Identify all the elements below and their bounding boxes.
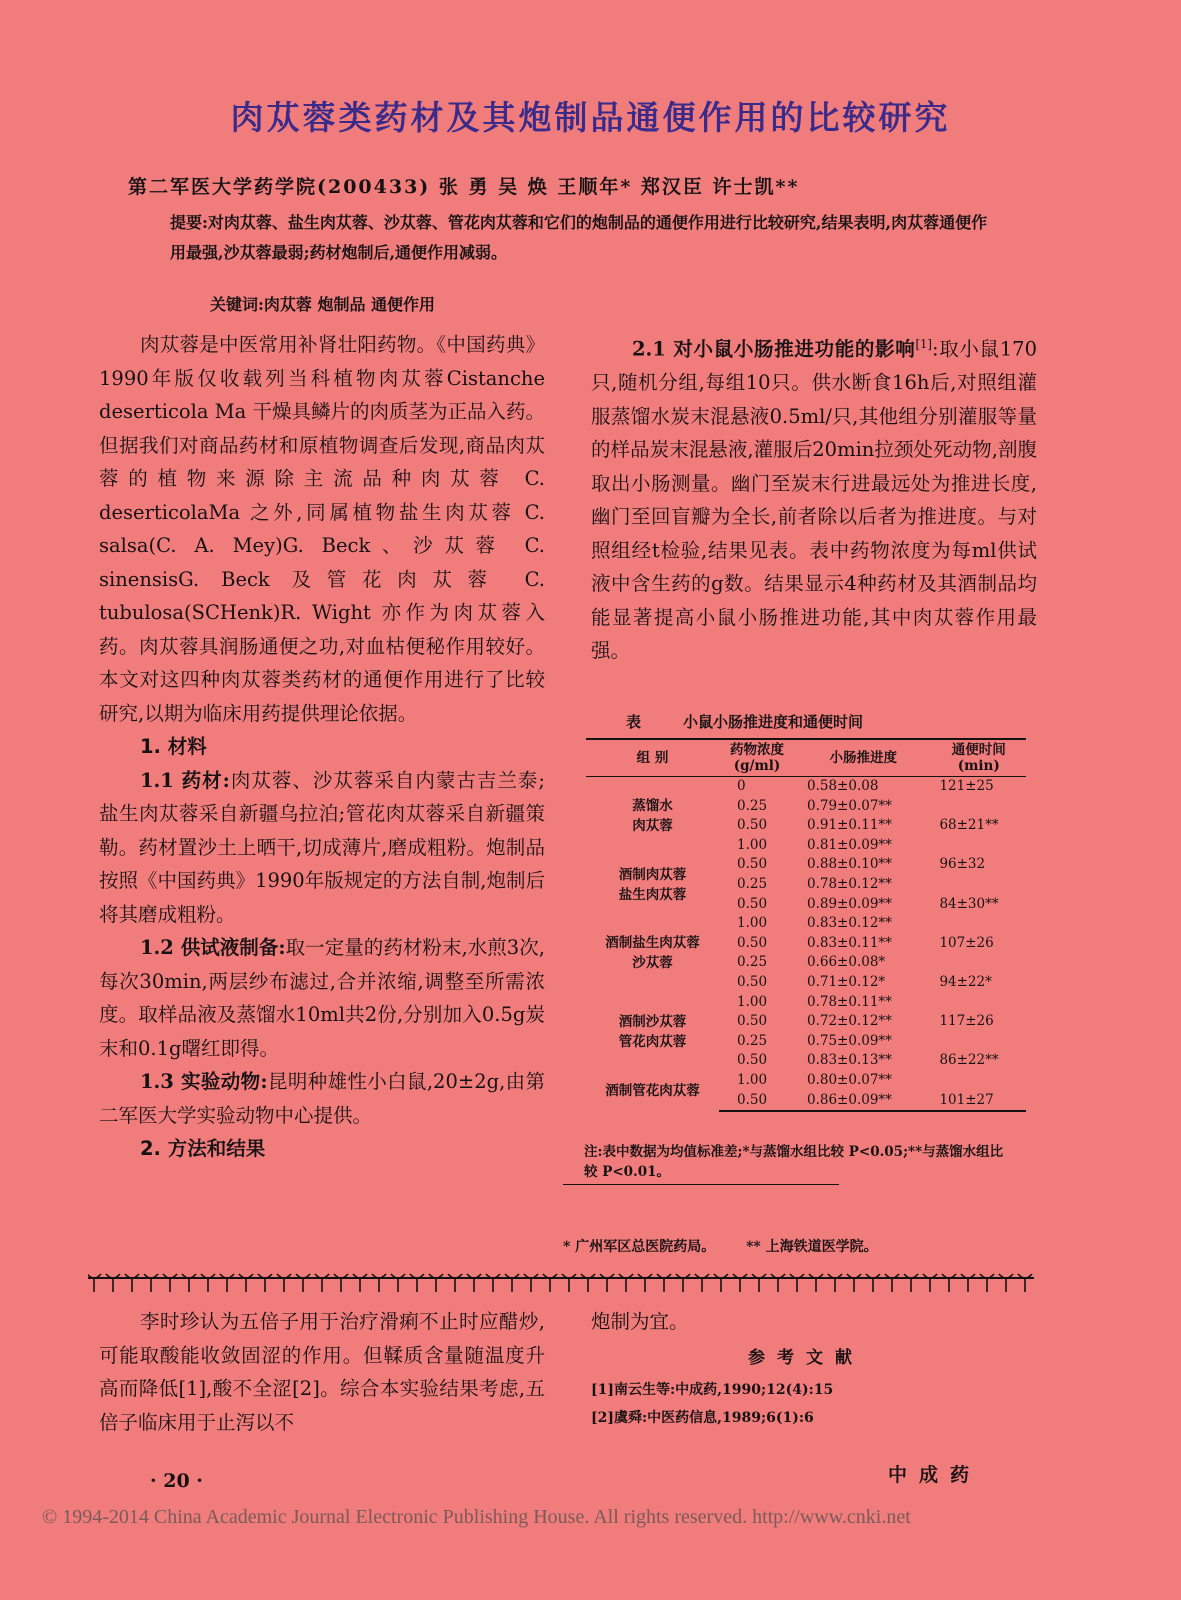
propulsion-cell: 0.83±0.13** bbox=[807, 1052, 892, 1069]
defecation-time-cell bbox=[931, 875, 1026, 895]
defecation-time-cell bbox=[931, 993, 1026, 1013]
defecation-time-cell: 68±21** bbox=[939, 817, 999, 834]
concentration-cell: 0.50 bbox=[737, 934, 768, 951]
section-2-1-text: :取小鼠170只,随机分组,每组10只。供水断食16h后,对照组灌服蒸馏水炭末混悬液0.5ml/只,其他组分别灌服等量的样品炭末混悬液,灌服后20min拉颈处死动物,剖腹取出小肠测量。幽门至炭末行进最远处为推进长度,幽门至回盲瓣为全长,前者除以后者为推进度。与对照组经t检验,结果见表。表中药物浓度为每ml供试液中含生药的g数。结果显示4种药材及其酒制品均能显著提高小鼠小肠推进功能,其中肉苁蓉作用最强。 bbox=[591, 337, 1037, 662]
concentration-cell: 0 bbox=[737, 778, 746, 794]
left-column bbox=[99, 328, 545, 1166]
defecation-time-cell: 101±27 bbox=[931, 1091, 1026, 1112]
propulsion-cell: 0.91±0.11** bbox=[807, 817, 892, 834]
concentration-cell: 1.00 bbox=[737, 836, 768, 853]
table-note: 注:表中数据为均值标准差;*与蒸馏水组比较 P<0.05;**与蒸馏水组比较 P<0.01。 bbox=[584, 1144, 1004, 1180]
concentration-cell: 1.00 bbox=[737, 993, 768, 1010]
concentration-cell: 0.50 bbox=[719, 1091, 795, 1112]
reference-1: [1]南云生等:中成药,1990;12(4):15 bbox=[591, 1381, 834, 1398]
section-1-2-text: 取一定量的药材粉末,水煎3次,每次30min,两层纱布滤过,合并浓缩,调整至所需浓度。取样品液及蒸馏水10ml共2份,分别加入0.5g炭末和0.1g曙红即得。 bbox=[99, 936, 545, 1060]
continued-text: 炮制为宜。 bbox=[591, 1310, 689, 1333]
table-row bbox=[586, 993, 1026, 1013]
defecation-time-cell bbox=[931, 1071, 1026, 1091]
propulsion-cell: 0.83±0.11** bbox=[807, 934, 892, 951]
defecation-time-cell: 86±22** bbox=[939, 1052, 999, 1069]
propulsion-cell: 0.75±0.09** bbox=[807, 1032, 892, 1049]
table-row bbox=[586, 777, 1026, 797]
defecation-time-cell: 121±25 bbox=[939, 778, 994, 794]
defecation-time-cell: 94±22* bbox=[939, 973, 992, 990]
group-label-cell: 酒制沙苁蓉 管花肉苁蓉 bbox=[618, 1013, 687, 1050]
copyright-line: © 1994-2014 China Academic Journal Electronic Publishing House. All rights reserved. http://www.cnki.net bbox=[42, 1506, 911, 1528]
section-2-1-label: 2.1 对小鼠小肠推进功能的影响 bbox=[631, 337, 916, 361]
section-1-3-label: 1.3 实验动物: bbox=[139, 1070, 268, 1093]
journal-name: 中成药 bbox=[888, 1464, 982, 1486]
propulsion-cell: 0.72±0.12** bbox=[807, 1013, 892, 1030]
concentration-cell: 0.50 bbox=[737, 817, 768, 834]
footnote-rule bbox=[563, 1184, 839, 1185]
author-line: 第二军医大学药学院(200433) 张 勇 吴 焕 王顺年* 郑汉臣 许士凯** bbox=[128, 176, 800, 198]
continued-article-right bbox=[591, 1305, 1021, 1432]
table-label: 表 bbox=[626, 713, 642, 731]
concentration-cell: 0.50 bbox=[737, 1013, 768, 1030]
table-header-cell: 药物浓度 (g/ml) bbox=[719, 739, 795, 777]
propulsion-cell: 0.86±0.09** bbox=[795, 1091, 931, 1112]
table-header-cell: 组 别 bbox=[586, 739, 719, 777]
footnote-1: * 广州军区总医院药局。 bbox=[563, 1239, 716, 1255]
propulsion-cell: 0.79±0.07** bbox=[807, 797, 892, 814]
section-1-2-label: 1.2 供试液制备: bbox=[139, 936, 286, 959]
concentration-cell: 0.50 bbox=[737, 856, 768, 873]
table-row bbox=[586, 855, 1026, 875]
table-title: 小鼠小肠推进度和通便时间 bbox=[683, 713, 864, 731]
concentration-cell: 0.25 bbox=[737, 1032, 768, 1049]
paper-title: 肉苁蓉类药材及其炮制品通便作用的比较研究 bbox=[230, 98, 951, 137]
section-1-1-text: 肉苁蓉、沙苁蓉采自内蒙古吉兰泰;盐生肉苁蓉采自新疆乌拉泊;管花肉苁蓉采自新疆策勒。药材置沙土上晒干,切成薄片,磨成粗粉。炮制品按照《中国药典》1990年版规定的方法自制,炮制后将其磨成粗粉。 bbox=[99, 768, 545, 926]
table-row bbox=[586, 1071, 1026, 1091]
footnote-2: ** 上海铁道医学院。 bbox=[746, 1239, 878, 1255]
reference-2: [2]虞舜:中医药信息,1989;6(1):6 bbox=[591, 1409, 814, 1426]
keywords: 关键词:肉苁蓉 炮制品 通便作用 bbox=[210, 295, 436, 314]
table-row bbox=[586, 914, 1026, 934]
table-header-cell: 通便时间 (min) bbox=[931, 739, 1026, 777]
section-heading-methods: 2. 方法和结果 bbox=[139, 1137, 266, 1160]
continued-article-left: 李时珍认为五倍子用于治疗滑痢不止时应醋炒,可能取酸能收敛固涩的作用。但鞣质含量随温度升高而降低[1],酸不全涩[2]。综合本实验结果考虑,五倍子临床用于止泻以不 bbox=[99, 1310, 545, 1434]
group-label-cell: 酒制盐生肉苁蓉 沙苁蓉 bbox=[605, 935, 700, 972]
right-column bbox=[591, 328, 1037, 668]
abstract-text: 对肉苁蓉、盐生肉苁蓉、沙苁蓉、管花肉苁蓉和它们的炮制品的通便作用进行比较研究,结果表明,肉苁蓉通便作用最强,沙苁蓉最弱;药材炮制后,通便作用减弱。 bbox=[170, 213, 988, 262]
defecation-time-cell bbox=[931, 914, 1026, 934]
concentration-cell: 0.50 bbox=[737, 973, 768, 990]
propulsion-cell: 0.88±0.10** bbox=[807, 856, 892, 873]
references-heading: 参考文献 bbox=[748, 1347, 864, 1368]
concentration-cell: 0.25 bbox=[737, 954, 768, 971]
concentration-cell: 0.25 bbox=[737, 797, 768, 814]
concentration-cell: 0.25 bbox=[737, 875, 768, 892]
concentration-cell: 0.50 bbox=[737, 1052, 768, 1069]
article-separator bbox=[88, 1270, 1034, 1300]
footnotes bbox=[563, 1236, 904, 1256]
defecation-time-cell: 96±32 bbox=[939, 856, 986, 873]
table-header-cell: 小肠推进度 bbox=[795, 739, 931, 777]
concentration-cell: 1.00 bbox=[737, 915, 768, 932]
propulsion-cell: 0.71±0.12* bbox=[807, 973, 886, 990]
defecation-time-cell: 117±26 bbox=[939, 1013, 994, 1030]
propulsion-cell: 0.83±0.12** bbox=[807, 915, 892, 932]
defecation-time-cell bbox=[931, 797, 1026, 817]
propulsion-cell: 0.58±0.08 bbox=[807, 778, 879, 794]
table-caption bbox=[626, 711, 905, 732]
defecation-time-cell bbox=[931, 953, 1026, 973]
section-heading-materials: 1. 材料 bbox=[139, 735, 207, 758]
page-number: · 20 · bbox=[150, 1470, 203, 1492]
concentration-cell: 1.00 bbox=[737, 1071, 768, 1088]
group-label-cell: 酒制管花肉苁蓉 bbox=[605, 1083, 700, 1099]
abstract bbox=[170, 208, 1000, 268]
defecation-time-cell: 84±30** bbox=[939, 895, 999, 912]
concentration-cell: 0.50 bbox=[737, 895, 768, 912]
group-label-cell: 蒸馏水 肉苁蓉 bbox=[632, 798, 673, 835]
defecation-time-cell bbox=[931, 1032, 1026, 1052]
propulsion-cell: 0.66±0.08* bbox=[807, 954, 886, 971]
section-1-1-label: 1.1 药材: bbox=[139, 768, 230, 792]
section-1-3-text: 昆明种雄性小白鼠,20±2g,由第二军医大学实验动物中心提供。 bbox=[99, 1070, 545, 1127]
propulsion-cell: 0.81±0.09** bbox=[807, 836, 892, 853]
propulsion-cell: 0.80±0.07** bbox=[807, 1071, 892, 1088]
propulsion-cell: 0.78±0.12** bbox=[807, 875, 892, 892]
group-label-cell: 酒制肉苁蓉 盐生肉苁蓉 bbox=[618, 866, 687, 903]
abstract-label: 提要: bbox=[170, 213, 208, 232]
data-table bbox=[586, 738, 1026, 1112]
propulsion-cell: 0.89±0.09** bbox=[807, 895, 892, 912]
intro-paragraph: 肉苁蓉是中医常用补肾壮阳药物。《中国药典》1990年版仅收载列当科植物肉苁蓉Cistanche deserticola Ma 干燥具鳞片的肉质茎为正品入药。但据我们对商品药材和原植物调查后发现,商品肉苁蓉的植物来源除主流品种肉苁蓉 C. deserticolaMa 之外,同属植物盐生肉苁蓉 C. salsa(C. A. Mey)G. Beck、沙苁蓉 C. sinensisG. Beck 及管花肉苁蓉 C. tubulosa(SCHenk)R. Wight 亦作为肉苁蓉入药。肉苁蓉具润肠通便之功,对血枯便秘作用较好。本文对这四种肉苁蓉类药材的通便作用进行了比较研究,以期为临床用药提供理论依据。 bbox=[99, 333, 545, 725]
defecation-time-cell bbox=[931, 836, 1026, 856]
section-1-1 bbox=[99, 764, 545, 932]
section-2-1 bbox=[591, 328, 1037, 668]
table-header-row bbox=[586, 739, 1026, 777]
section-1-3 bbox=[99, 1065, 545, 1132]
citation-ref: [1] bbox=[915, 337, 932, 351]
propulsion-cell: 0.78±0.11** bbox=[807, 993, 892, 1010]
defecation-time-cell: 107±26 bbox=[939, 934, 994, 951]
section-1-2 bbox=[99, 931, 545, 1065]
